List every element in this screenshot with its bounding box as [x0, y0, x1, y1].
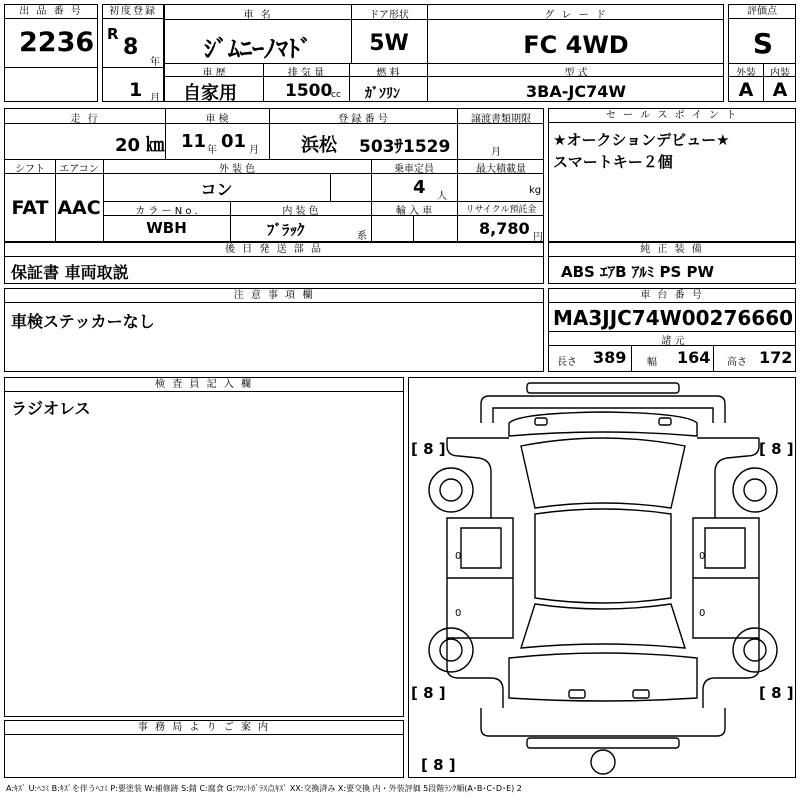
interior-score: A [772, 79, 788, 101]
interior-color-label: 内 装 色 [282, 206, 319, 217]
car-name-label: 車 名 [243, 10, 273, 21]
fuel-label: 燃 料 [376, 68, 400, 79]
notes-label: 注 意 事 項 欄 [5, 289, 543, 303]
model-code: 3BA-JC74W [526, 82, 626, 101]
door-type: 5W [369, 31, 409, 56]
seating-capacity: 4 [413, 177, 426, 198]
height-value: 172 [759, 348, 793, 367]
tread-rear-left: [ 8 ] [411, 684, 446, 702]
inspection-label: 車 検 [205, 114, 229, 125]
recycle-deposit: 8,780 [479, 219, 530, 238]
color-number: WBH [146, 219, 187, 237]
model-label: 型 式 [564, 68, 588, 79]
door-label: ドア形状 [369, 10, 409, 21]
inspector-notes: ラジオレス [11, 399, 91, 418]
kg-unit: kg [529, 185, 542, 196]
score-box [728, 4, 796, 102]
registration-number-label: 登 録 番 号 [338, 114, 388, 125]
lot-number-box [4, 4, 98, 102]
notes-box [4, 288, 544, 372]
chassis-label: 車 台 番 号 [549, 289, 795, 303]
inspection-month: 01 [221, 131, 247, 152]
fuel-type: ｶﾞｿﾘﾝ [365, 86, 400, 102]
interior-color: ﾌﾞﾗｯｸ [267, 221, 305, 239]
yen-unit: 円 [533, 232, 543, 242]
interior-label: 内装 [770, 68, 790, 79]
width-value: 164 [677, 348, 711, 367]
car-info-box [164, 4, 724, 102]
selling-points-label: セ ー ル ス ポ イ ン ト [549, 109, 795, 123]
year-unit: 年 [150, 57, 160, 68]
month-unit: 月 [150, 93, 160, 102]
persons-unit: 人 [437, 191, 447, 202]
later-parts-box [4, 242, 544, 284]
transfer-month-unit: 月 [491, 147, 501, 158]
tread-spare: [ 8 ] [421, 756, 456, 774]
import-label: 輸 入 車 [395, 206, 433, 217]
registration-year: 8 [123, 35, 139, 60]
mark-left-rear: 0 [455, 608, 462, 619]
aircon-label: エアコン [59, 164, 99, 175]
recycle-label: リサイクル預託金 [465, 205, 537, 215]
chassis-number: MA3JJC74W00276660 [552, 306, 794, 330]
length-label: 長さ [557, 357, 577, 368]
specs-label: 諸 元 [661, 336, 685, 347]
tread-front-left: [ 8 ] [411, 440, 446, 458]
lot-number: 2236 [19, 27, 95, 58]
registration-month: 1 [129, 79, 143, 101]
car-diagram-box [408, 377, 796, 778]
color-number-label: カ ラ ー N o . [135, 206, 198, 217]
selling-points-box [548, 108, 796, 242]
length-value: 389 [593, 348, 627, 367]
displacement: 1500 [285, 81, 333, 101]
score-label: 評価点 [729, 5, 795, 19]
selling-point-1: ★オークションデビュー★ [553, 131, 730, 149]
inspector-label: 検 査 員 記 入 欄 [5, 378, 403, 392]
office-label: 事 務 局 よ り ご 案 内 [5, 721, 403, 735]
details-box [4, 108, 544, 242]
chassis-box [548, 288, 796, 372]
grade: FC 4WD [523, 31, 629, 59]
max-load-label: 最大積載量 [476, 164, 526, 175]
mark-right-front: 0 [699, 551, 706, 562]
exterior-color: コン [200, 180, 233, 199]
cc-unit: cc [331, 90, 341, 100]
office-box [4, 720, 404, 778]
notes: 車検ステッカーなし [11, 312, 155, 331]
inspection-year-unit: 年 [207, 145, 217, 156]
registration-era: R [107, 25, 119, 43]
grade-label: グ レ ー ド [544, 10, 608, 21]
inspection-year: 11 [181, 131, 207, 152]
height-label: 高さ [727, 357, 747, 368]
mileage: 20 ㎞ [115, 135, 165, 156]
exterior-color-label: 外 装 色 [218, 164, 256, 175]
shift-label: シフト [15, 164, 45, 175]
aircon-type: AAC [57, 197, 101, 219]
mark-left-front: 0 [455, 551, 462, 562]
car-diagram [409, 378, 796, 778]
displacement-label: 排 気 量 [287, 68, 325, 79]
registration-number: 503ｻ1529 [359, 137, 451, 157]
exterior-score: A [738, 79, 754, 101]
capacity-label: 乗車定員 [394, 164, 434, 175]
first-registration-box [102, 4, 164, 102]
overall-score: S [752, 27, 774, 60]
first-registration-label: 初度登録 [103, 5, 163, 19]
lot-number-label: 出 品 番 号 [5, 5, 97, 19]
inspection-month-unit: 月 [249, 145, 259, 156]
damage-legend: A:ｷｽﾞ U:ﾍｺﾐ B:ｷｽﾞを伴うﾍｺﾐ P:要塗装 W:補修跡 S:錆 C:腐食 G:ﾌﾛﾝﾄｶﾞﾗｽ点ｷｽﾞ XX:交換済み X:要交換 内・外装評価 5段階ﾗﾝｸ順(A･B･C･D･E) 2 [6, 784, 522, 793]
mileage-label: 走 行 [70, 114, 100, 125]
inspector-box [4, 377, 404, 717]
car-name: ｼﾞﾑﾆｰﾉﾏﾄﾞ [204, 35, 312, 63]
tread-rear-right: [ 8 ] [759, 684, 794, 702]
shift-type: FAT [11, 197, 49, 219]
later-parts-label: 後 日 発 送 部 品 [5, 243, 543, 257]
tread-front-right: [ 8 ] [759, 440, 794, 458]
exterior-label: 外装 [736, 68, 756, 79]
mark-right-rear: 0 [699, 608, 706, 619]
genuine-equipment: ABS ｴｱB ｱﾙﾐ PS PW [561, 263, 715, 281]
registration-area: 浜松 [301, 135, 337, 156]
interior-color-suffix: 系 [357, 231, 367, 242]
genuine-equipment-box [548, 242, 796, 284]
selling-point-2: スマートキー２個 [553, 153, 673, 171]
width-label: 幅 [647, 357, 657, 368]
car-history: 自家用 [183, 83, 237, 102]
later-parts: 保証書 車両取説 [11, 263, 129, 282]
transfer-deadline-label: 譲渡書類期限 [471, 114, 531, 125]
genuine-equipment-label: 純 正 装 備 [549, 243, 795, 257]
history-label: 車 歴 [202, 68, 226, 79]
